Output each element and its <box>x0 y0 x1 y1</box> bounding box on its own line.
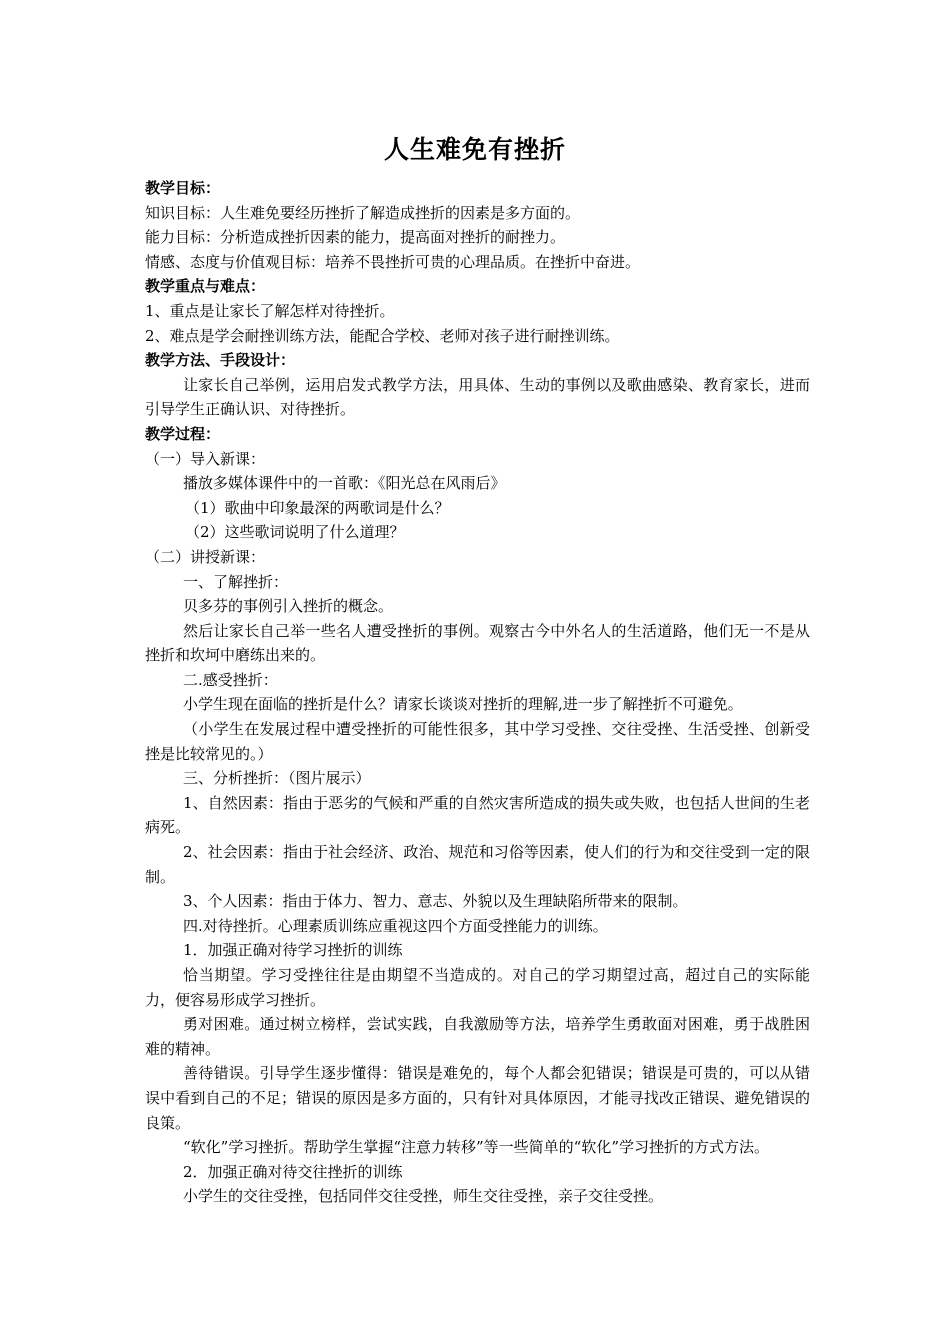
section4-para: 小学生的交往受挫，包括同伴交往受挫，师生交往受挫，亲子交往受挫。 <box>183 1187 664 1206</box>
objectives-heading: 教学目标： <box>145 179 221 197</box>
part1-question: （2）这些歌词说明了什么道理？ <box>185 523 405 542</box>
ability-objective: 能力目标：分析造成挫折因素的能力，提高面对挫折的耐挫力。 <box>145 228 566 247</box>
section4-para: 勇对困难。通过树立榜样，尝试实践，自我激励等方法，培养学生勇敢面对困难，勇于战胜困难的精神。 <box>145 1015 810 1058</box>
section2-para: （小学生在发展过程中遭受挫折的可能性很多，其中学习受挫、交往受挫、生活受挫、创新受挫是比较常见的。） <box>145 720 810 763</box>
section1-para: 然后让家长自己举一些名人遭受挫折的事例。观察古今中外名人的生活道路，他们无一不是从挫折和坎坷中磨练出来的。 <box>145 621 810 665</box>
section2-para: 小学生现在面临的挫折是什么？请家长谈谈对挫折的理解,进一步了解挫折不可避免。 <box>183 695 743 714</box>
methods-text: 让家长自己举例，运用启发式教学方法，用具体、生动的事例以及歌曲感染、教育家长，进而引导学生正确认识、对待挫折。 <box>145 375 810 419</box>
section4-sub-heading: 1．加强正确对待学习挫折的训练 <box>183 941 403 960</box>
section3-item: 3、个人因素：指由于体力、智力、意志、外貌以及生理缺陷所带来的限制。 <box>183 892 688 911</box>
part1-lead: 播放多媒体课件中的一首歌：《阳光总在风雨后》 <box>183 474 506 493</box>
section3-item: 2、社会因素：指由于社会经济、政治、规范和习俗等因素，使人们的行为和交往受到一定的限制。 <box>145 843 810 886</box>
section1-heading: 一、了解挫折： <box>183 572 289 591</box>
key-points-heading: 教学重点与难点： <box>145 277 266 296</box>
section4-heading: 四.对待挫折。心理素质训练应重视这四个方面受挫能力的训练。 <box>183 916 608 935</box>
knowledge-objective: 知识目标：人生难免要经历挫折了解造成挫折的因素是多方面的。 <box>145 203 581 222</box>
part1-heading: （一）导入新课： <box>145 449 266 468</box>
section2-heading: 二.感受挫折： <box>183 670 278 689</box>
page-title: 人生难免有挫折 <box>383 135 566 164</box>
section3-heading: 三、分析挫折：（图片展示） <box>183 769 371 788</box>
emotion-objective: 情感、态度与价值观目标：培养不畏挫折可贵的心理品质。在挫折中奋进。 <box>145 252 641 271</box>
key-point-item: 1、重点是让家长了解怎样对待挫折。 <box>145 301 395 320</box>
section4-para: 善待错误。引导学生逐步懂得：错误是难免的，每个人都会犯错误；错误是可贵的，可以从错误中看到自己的不足；错误的原因是多方面的，只有针对具体原因，才能寻找改正错误、避免错误的良策。 <box>145 1064 810 1132</box>
methods-heading: 教学方法、手段设计： <box>145 351 296 370</box>
part1-question: （1）歌曲中印象最深的两歌词是什么？ <box>185 498 450 517</box>
section3-item: 1、自然因素：指由于恶劣的气候和严重的自然灾害所造成的损失或失败，也包括人世间的生老病死。 <box>145 793 810 837</box>
section4-para: 恰当期望。学习受挫往往是由期望不当造成的。对自己的学习期望过高，超过自己的实际能力，便容易形成学习挫折。 <box>145 966 810 1009</box>
process-heading: 教学过程： <box>145 424 221 443</box>
section4-sub-heading: 2．加强正确对待交往挫折的训练 <box>183 1162 403 1181</box>
section4-para: “软化”学习挫折。帮助学生掌握“注意力转移”等一些简单的“软化”学习挫折的方式方法。 <box>183 1138 770 1157</box>
document-body <box>145 176 810 1209</box>
section1-para: 贝多芬的事例引入挫折的概念。 <box>183 597 394 616</box>
key-point-item: 2、难点是学会耐挫训练方法，能配合学校、老师对孩子进行耐挫训练。 <box>145 326 620 345</box>
part2-heading: （二）讲授新课： <box>145 547 266 566</box>
